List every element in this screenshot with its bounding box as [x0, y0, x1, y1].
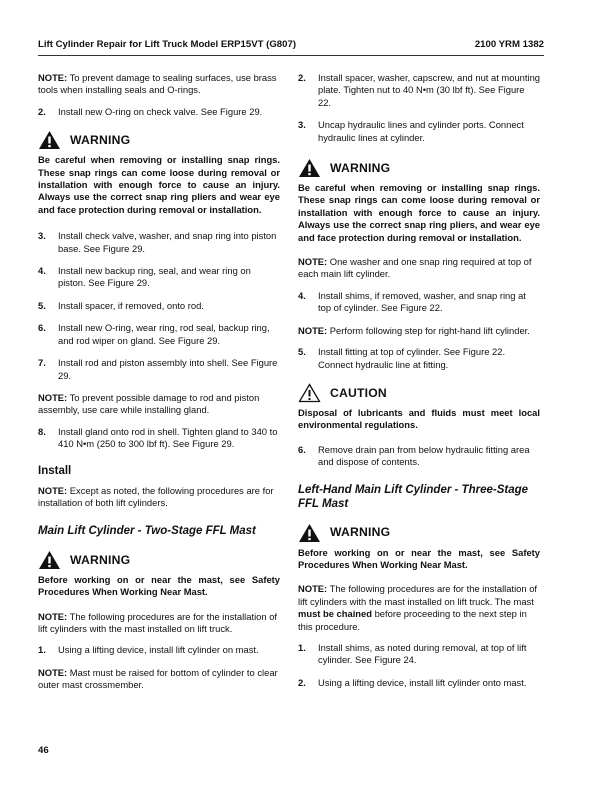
- right-column: [298, 72, 540, 699]
- step-text: Install spacer, washer, capscrew, and nut at mounting plate. Tighten nut to 40 N•m (30 lbf ft). See Figure 22.: [318, 72, 540, 108]
- note-text: To prevent possible damage to rod and piston assembly, use care while installing gland.: [38, 391, 260, 416]
- warning-block: [38, 550, 280, 599]
- note: [38, 611, 280, 636]
- note-label: NOTE:: [38, 610, 68, 622]
- warning-heading: [298, 523, 540, 543]
- step: [298, 444, 540, 469]
- note-text: Except as noted, the following procedures are for installation of both lift cylinders.: [38, 484, 274, 509]
- step: [38, 300, 280, 312]
- step-number: 3.: [298, 119, 306, 131]
- step-number: 4.: [38, 265, 46, 277]
- step-text: Uncap hydraulic lines and cylinder ports. Connect hydraulic lines at cylinder.: [318, 119, 524, 143]
- steps-list: [38, 230, 280, 382]
- step-number: 6.: [38, 322, 46, 334]
- step-text: Install rod and piston assembly into shell. See Figure 29.: [58, 357, 278, 381]
- step-number: 6.: [298, 443, 306, 455]
- warning-text: Be careful when removing or installing snap rings. These snap rings can come loose during removal or installation with enough force to cause an injury. Always use the correct snap ring pliers, and wear eye and face protection during removal or installation.: [298, 182, 540, 243]
- note-text: One washer and one snap ring required at top of each main lift cylinder.: [298, 256, 532, 280]
- note-label: NOTE:: [38, 484, 68, 496]
- step: [298, 677, 540, 689]
- step: [38, 265, 280, 290]
- step: [38, 644, 280, 656]
- step: [298, 290, 540, 315]
- warning-title: WARNING: [70, 552, 131, 567]
- step-text: Install spacer, if removed, onto rod.: [58, 299, 204, 311]
- step: [38, 426, 280, 451]
- subsection-heading: Main Lift Cylinder - Two-Stage FFL Mast: [38, 524, 256, 537]
- step-number: 2.: [298, 676, 306, 688]
- note: [38, 485, 280, 510]
- subsection-heading: Left-Hand Main Lift Cylinder - Three-Stage FFL Mast: [298, 483, 529, 510]
- note-text-after: before proceeding to the next step in this procedure.: [298, 608, 527, 632]
- note: [38, 667, 280, 692]
- header-title: Lift Cylinder Repair for Lift Truck Model ERP15VT (G807): [38, 39, 297, 50]
- step-number: 7.: [38, 357, 46, 369]
- step-text: Install new O-ring on check valve. See Figure 29.: [58, 105, 263, 117]
- warning-heading: [298, 158, 540, 178]
- warning-text: Be careful when removing or installing snap rings. These snap rings can come loose during removal or installation with enough force to cause an injury. Always use the correct snap ring pliers and wear eye and face protection during removal or installation.: [38, 154, 280, 215]
- note-label: NOTE:: [38, 391, 68, 403]
- note: [38, 392, 280, 417]
- step-number: 1.: [38, 644, 46, 656]
- step-text: Install new backup ring, seal, and wear ring on piston. See Figure 29.: [58, 265, 251, 289]
- step-text: Remove drain pan from below hydraulic fitting area and dispose of contents.: [318, 443, 530, 468]
- note-label: NOTE:: [298, 583, 328, 595]
- step: [38, 322, 280, 347]
- step: [298, 72, 540, 109]
- warning-triangle-icon: [38, 130, 61, 150]
- warning-title: WARNING: [70, 133, 131, 148]
- note-label: NOTE:: [38, 666, 68, 678]
- warning-triangle-icon: [38, 550, 61, 570]
- step-text: Install fitting at top of cylinder. See Figure 22. Connect hydraulic line at fitting.: [318, 346, 506, 370]
- step-number: 5.: [298, 346, 306, 358]
- step-number: 2.: [298, 72, 306, 83]
- warning-block: [298, 523, 540, 572]
- note: [38, 72, 280, 97]
- step-text: Using a lifting device, install lift cylinder on mast.: [58, 644, 259, 656]
- step-text: Install shims, if removed, washer, and snap ring at top of cylinder. See Figure 22.: [318, 289, 526, 314]
- note: [298, 325, 540, 337]
- note-label: NOTE:: [298, 256, 328, 268]
- note-text-bold: must be chained: [298, 608, 372, 620]
- header-rule: [38, 55, 544, 56]
- caution-text: Disposal of lubricants and fluids must meet local environmental regulations.: [298, 406, 540, 431]
- note-text: The following procedures are for the installation of lift cylinders with the mast installed on lift truck.: [38, 610, 278, 634]
- caution-heading: [298, 383, 540, 403]
- step-text: Using a lifting device, install lift cylinder onto mast.: [318, 676, 527, 688]
- caution-title: CAUTION: [330, 385, 387, 400]
- step: [298, 346, 540, 371]
- step: [38, 106, 280, 118]
- warning-text: Before working on or near the mast, see Safety Procedures When Working Near Mast.: [38, 573, 280, 598]
- note-text-before: The following procedures are for the installation of lift cylinders with the mast installed on lift truck. The mast: [298, 583, 538, 607]
- caution-triangle-icon: [298, 383, 321, 403]
- step: [298, 119, 540, 144]
- step: [38, 357, 280, 382]
- note-text: Perform following step for right-hand lift cylinder.: [329, 324, 530, 336]
- warning-block: [298, 158, 540, 244]
- note: [298, 256, 540, 281]
- header-code: 2100 YRM 1382: [474, 39, 544, 50]
- step-text: Install gland onto rod in shell. Tighten gland to 340 to 410 N•m (250 to 300 lbf ft). See Figure 29.: [58, 425, 278, 450]
- warning-triangle-icon: [298, 158, 321, 178]
- step: [298, 642, 540, 667]
- left-column: [38, 72, 280, 701]
- step-number: 8.: [38, 425, 46, 437]
- section-heading-install: Install: [38, 464, 72, 477]
- note-text: Mast must be raised for bottom of cylinder to clear outer mast crossmember.: [38, 666, 278, 691]
- caution-block: [298, 383, 540, 432]
- warning-block: [38, 130, 280, 216]
- step-number: 3.: [38, 230, 46, 242]
- step-text: Install check valve, washer, and snap ring into piston base. See Figure 29.: [58, 230, 277, 254]
- warning-title: WARNING: [330, 160, 391, 175]
- warning-text: Before working on or near the mast, see Safety Procedures When Working Near Mast.: [298, 546, 540, 570]
- step-number: 1.: [298, 641, 306, 653]
- step-text: Install new O-ring, wear ring, rod seal, backup ring, and rod wiper on gland. See Figure 29.: [58, 322, 270, 346]
- warning-heading: [38, 550, 280, 570]
- note-text: To prevent damage to sealing surfaces, use brass tools when installing seals and O-rings.: [38, 72, 277, 96]
- step-text: Install shims, as noted during removal, at top of lift cylinder. See Figure 24.: [318, 641, 527, 666]
- note-label: NOTE:: [298, 324, 328, 336]
- step-number: 5.: [38, 299, 46, 311]
- warning-title: WARNING: [330, 525, 391, 540]
- step-number: 4.: [298, 289, 306, 301]
- warning-heading: [38, 130, 280, 150]
- step-number: 2.: [38, 105, 46, 117]
- page-number: 46: [38, 745, 49, 756]
- note: [298, 583, 540, 633]
- note-label: NOTE:: [38, 72, 68, 83]
- step: [38, 230, 280, 255]
- warning-triangle-icon: [298, 523, 321, 543]
